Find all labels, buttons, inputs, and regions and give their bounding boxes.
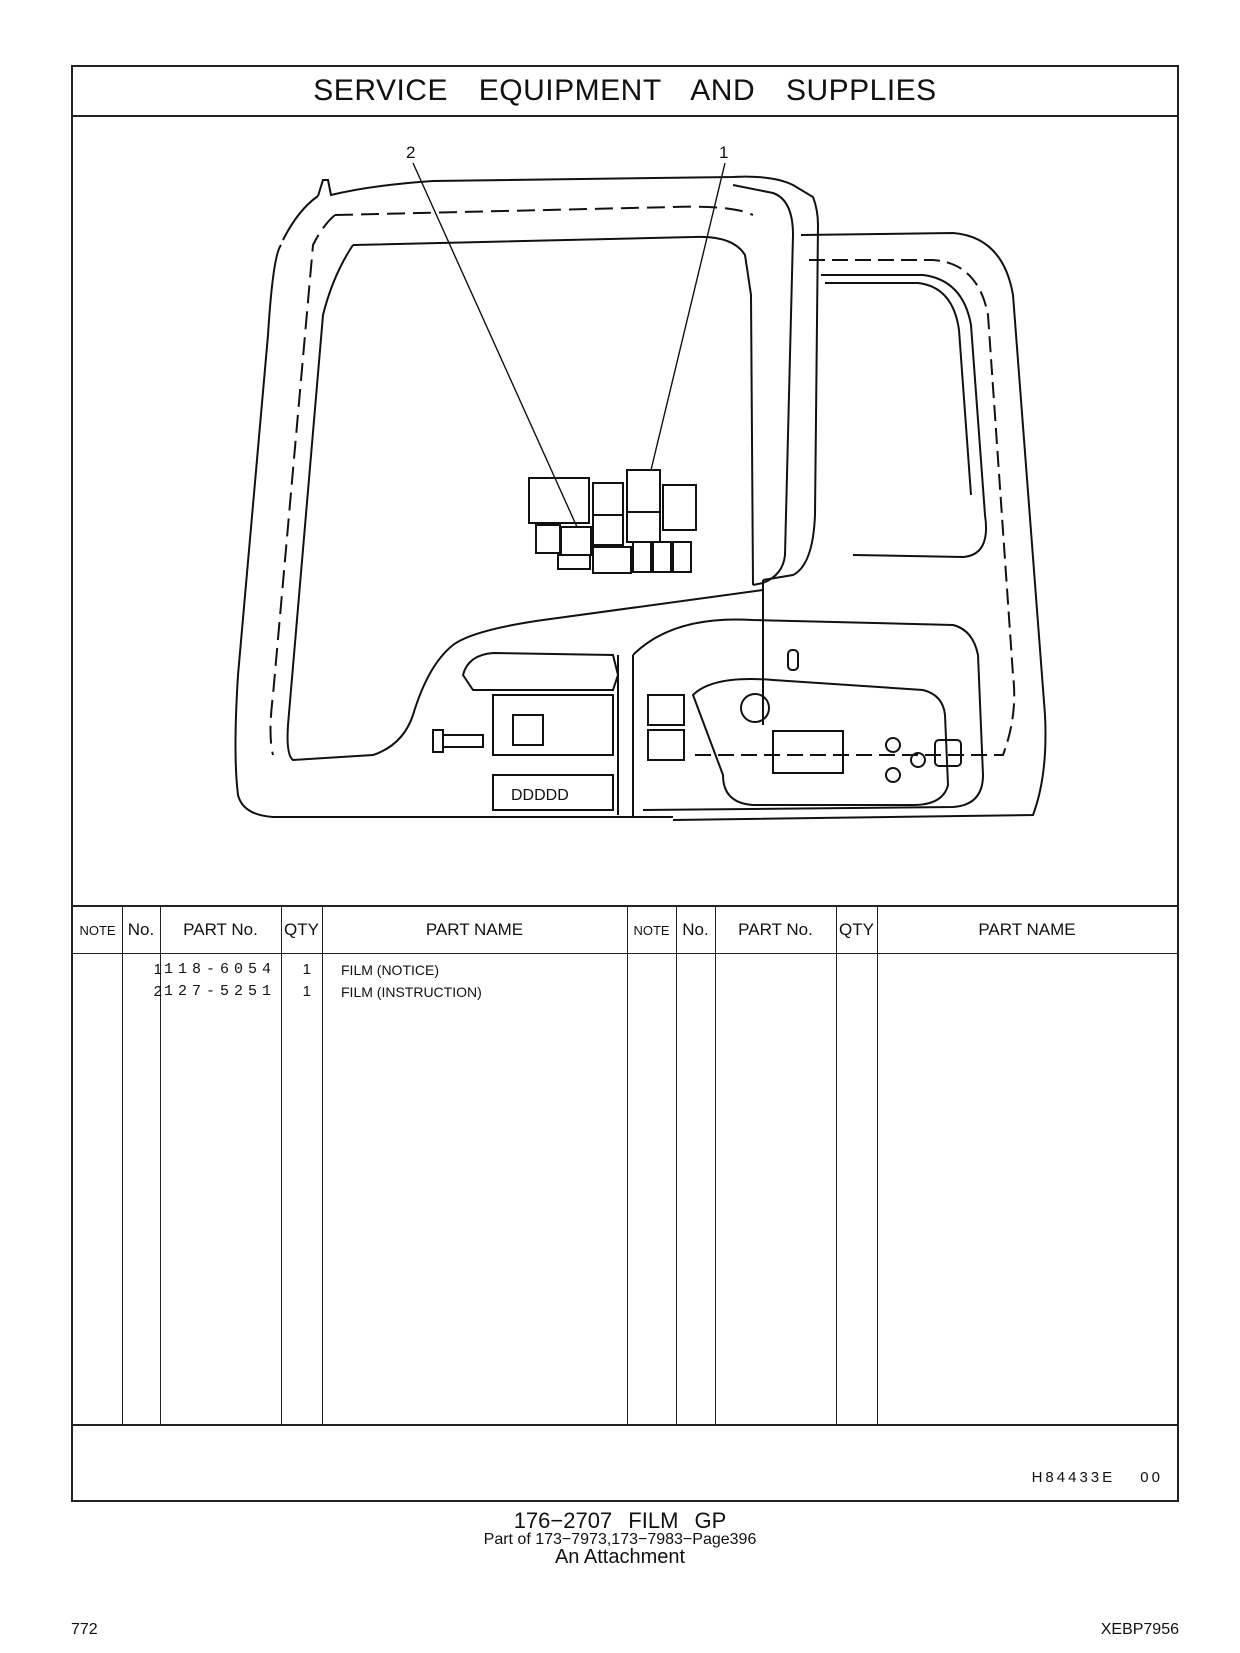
col-divider <box>877 907 878 1424</box>
col-divider <box>715 907 716 1424</box>
header-no: No. <box>127 920 155 939</box>
header-note-right: NOTE <box>633 922 670 938</box>
page-number: 772 <box>71 1621 98 1638</box>
row-qty: 1 <box>302 961 311 978</box>
header-note: NOTE <box>79 922 116 938</box>
header-part-no-right: PART No. <box>738 920 813 939</box>
col-divider <box>836 907 837 1424</box>
caption-attachment: An Attachment <box>554 1546 686 1568</box>
row-part-no: 127-5251 <box>163 983 276 1000</box>
caption-group-title: 176−2707 FILM GP <box>513 1508 727 1533</box>
col-divider <box>627 907 628 1424</box>
cab-line-drawing <box>73 115 1177 905</box>
header-part-name-right: PART NAME <box>978 920 1076 939</box>
table-row <box>73 959 627 981</box>
header-qty-right: QTY <box>839 920 874 939</box>
header-qty: QTY <box>284 920 319 939</box>
callout-2: 2 <box>406 143 416 162</box>
row-part-name: FILM (NOTICE) <box>341 962 439 978</box>
cab-illustration <box>73 115 1177 907</box>
col-divider <box>676 907 677 1424</box>
row-no: 2 <box>153 983 162 1000</box>
parts-table <box>73 907 1177 1426</box>
svg-text:DDDDD: DDDDD <box>511 787 569 804</box>
header-part-no: PART No. <box>183 920 258 939</box>
table-header-divider <box>73 953 1177 954</box>
document-code: XEBP7956 <box>1100 1621 1179 1638</box>
table-row <box>73 981 627 1003</box>
header-no-right: No. <box>682 920 709 939</box>
illustration-code: H84433E 00 <box>1031 1469 1163 1486</box>
header-part-name: PART NAME <box>425 920 524 939</box>
row-part-no: 118-6054 <box>163 961 276 978</box>
parts-page-frame <box>71 65 1179 1502</box>
callout-1: 1 <box>719 143 729 162</box>
row-part-name: FILM (INSTRUCTION) <box>341 984 482 1000</box>
section-title: SERVICE EQUIPMENT AND SUPPLIES <box>73 67 1177 117</box>
row-qty: 1 <box>302 983 311 1000</box>
caption-part-of: Part of 173−7973,173−7983−Page396 <box>483 1531 757 1548</box>
row-no: 1 <box>153 961 162 978</box>
